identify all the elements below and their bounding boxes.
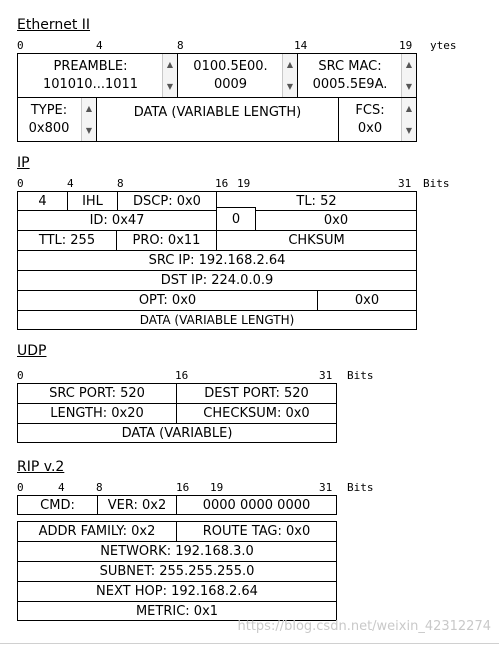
ip-protocol-field[interactable]: PRO: 0x11 [116, 230, 217, 251]
chevron-up-icon[interactable]: ▲ [286, 60, 294, 69]
ip-ruler-0: 0 [17, 177, 24, 190]
ip-dst-ip-field[interactable]: DST IP: 224.0.0.9 [17, 270, 417, 291]
ip-ruler-4: 4 [67, 177, 74, 190]
rip-ruler-4: 4 [58, 481, 65, 494]
rip-ruler-16: 16 [176, 481, 190, 494]
ip-ihl-field[interactable]: IHL [67, 191, 118, 211]
rip-title: RIP v.2 [17, 459, 65, 475]
preamble-field[interactable] [17, 53, 178, 98]
bottom-divider [0, 643, 499, 644]
rip-ruler-0: 0 [17, 481, 24, 494]
udp-ruler-unit: Bits [347, 369, 374, 382]
rip-version-field[interactable]: VER: 0x2 [97, 495, 177, 515]
dst-mac-value-line2: 0009 [213, 76, 248, 92]
src-mac-label: SRC MAC: [318, 58, 382, 74]
fcs-spinner[interactable] [401, 98, 416, 141]
udp-title: UDP [17, 343, 47, 359]
fcs-label: FCS: [355, 102, 385, 118]
udp-ruler-31: 31 [319, 369, 333, 382]
ethernet-ruler-8: 8 [177, 39, 184, 52]
ip-flags-field[interactable]: 0 [216, 207, 256, 231]
preamble-label: PREAMBLE: [53, 58, 128, 74]
rip-ruler-19: 19 [210, 481, 224, 494]
chevron-down-icon[interactable]: ▼ [286, 82, 294, 91]
ethernet-data-field[interactable]: DATA (VARIABLE LENGTH) [96, 97, 339, 142]
udp-dest-port-field[interactable]: DEST PORT: 520 [176, 383, 337, 404]
chevron-down-icon[interactable]: ▼ [166, 82, 174, 91]
type-field[interactable] [17, 97, 97, 142]
rip-route-tag-field[interactable]: ROUTE TAG: 0x0 [176, 521, 337, 542]
ethernet-ruler-unit: ytes [430, 39, 457, 52]
rip-network-field[interactable]: NETWORK: 192.168.3.0 [17, 541, 337, 562]
dst-mac-value-line1: 0100.5E00. [193, 58, 268, 74]
rip-zero-field[interactable]: 0000 0000 0000 [176, 495, 337, 515]
ip-version-field[interactable]: 4 [17, 191, 68, 211]
dst-mac-field[interactable] [177, 53, 298, 98]
ip-fragment-offset-field[interactable]: 0x0 [255, 210, 417, 231]
rip-command-field[interactable]: CMD: [17, 495, 98, 515]
ip-src-ip-field[interactable]: SRC IP: 192.168.2.64 [17, 250, 417, 271]
ip-ruler-31: 31 [398, 177, 412, 190]
ethernet-title: Ethernet II [17, 17, 91, 33]
ip-ruler-8: 8 [117, 177, 124, 190]
udp-length-field[interactable]: LENGTH: 0x20 [17, 403, 177, 424]
ethernet-ruler-4: 4 [96, 39, 103, 52]
ip-checksum-field[interactable]: CHKSUM [216, 230, 417, 251]
type-spinner[interactable] [81, 98, 96, 141]
fcs-field[interactable] [338, 97, 417, 142]
type-label: TYPE: [30, 102, 68, 118]
ip-ruler-19: 19 [237, 177, 251, 190]
ethernet-ruler-19: 19 [399, 39, 413, 52]
ethernet-ruler-0: 0 [17, 39, 24, 52]
ip-data-field[interactable]: DATA (VARIABLE LENGTH) [17, 310, 417, 330]
ip-total-length-field[interactable]: TL: 52 [216, 191, 417, 211]
rip-ruler-unit: Bits [347, 481, 374, 494]
udp-data-field[interactable]: DATA (VARIABLE) [17, 423, 337, 443]
src-mac-spinner[interactable] [401, 54, 416, 97]
type-value: 0x800 [28, 120, 70, 136]
chevron-up-icon[interactable]: ▲ [405, 60, 413, 69]
preamble-spinner[interactable] [162, 54, 177, 97]
rip-metric-field[interactable]: METRIC: 0x1 [17, 601, 337, 621]
chevron-down-icon[interactable]: ▼ [405, 82, 413, 91]
ip-ttl-field[interactable]: TTL: 255 [17, 230, 117, 251]
src-mac-value: 0005.5E9A. [312, 76, 388, 92]
ip-dscp-field[interactable]: DSCP: 0x0 [117, 191, 217, 211]
chevron-down-icon[interactable]: ▼ [85, 126, 93, 135]
ip-ruler-16: 16 [215, 177, 229, 190]
chevron-up-icon[interactable]: ▲ [405, 104, 413, 113]
udp-src-port-field[interactable]: SRC PORT: 520 [17, 383, 177, 404]
dst-mac-spinner[interactable] [282, 54, 297, 97]
ip-title: IP [17, 155, 30, 171]
udp-ruler-0: 0 [17, 369, 24, 382]
ip-id-field[interactable]: ID: 0x47 [17, 210, 217, 231]
src-mac-field[interactable] [297, 53, 417, 98]
chevron-up-icon[interactable]: ▲ [166, 60, 174, 69]
chevron-down-icon[interactable]: ▼ [405, 126, 413, 135]
rip-next-hop-field[interactable]: NEXT HOP: 192.168.2.64 [17, 581, 337, 602]
rip-subnet-field[interactable]: SUBNET: 255.255.255.0 [17, 561, 337, 582]
udp-ruler-16: 16 [175, 369, 189, 382]
preamble-value: 101010...1011 [42, 76, 139, 92]
fcs-value: 0x0 [357, 120, 383, 136]
ip-options-field[interactable]: OPT: 0x0 [17, 290, 318, 311]
rip-address-family-field[interactable]: ADDR FAMILY: 0x2 [17, 521, 177, 542]
ip-padding-field[interactable]: 0x0 [317, 290, 417, 311]
rip-ruler-31: 31 [319, 481, 333, 494]
ip-ruler-unit: Bits [423, 177, 450, 190]
ethernet-ruler-14: 14 [294, 39, 308, 52]
watermark-text: https://blog.csdn.net/weixin_42312274 [237, 619, 491, 634]
rip-ruler-8: 8 [96, 481, 103, 494]
chevron-up-icon[interactable]: ▲ [85, 104, 93, 113]
udp-checksum-field[interactable]: CHECKSUM: 0x0 [176, 403, 337, 424]
